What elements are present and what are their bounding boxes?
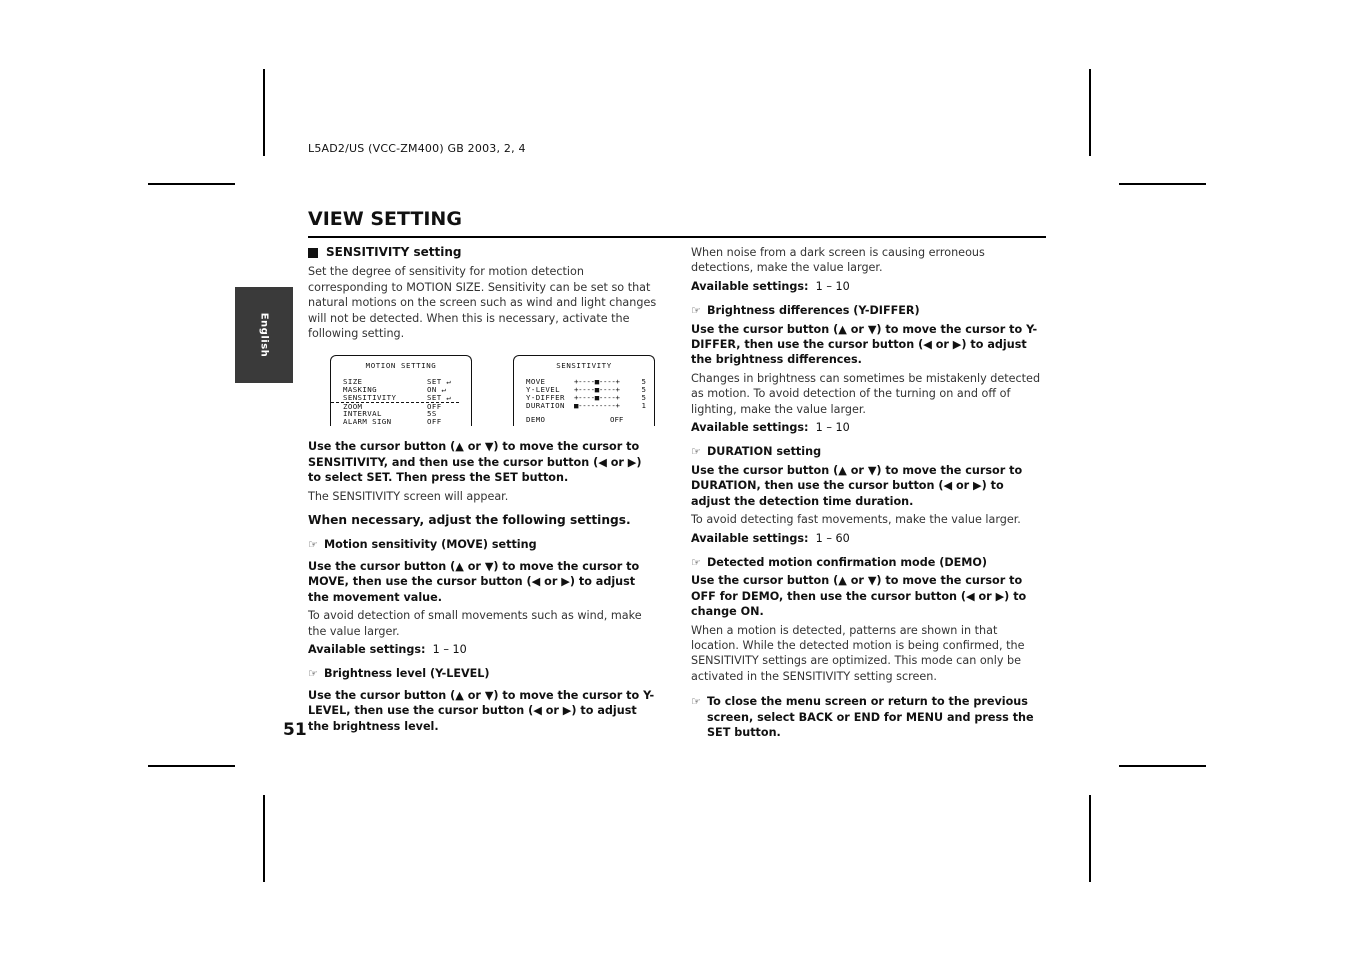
osd-title: SENSITIVITY bbox=[556, 361, 612, 371]
osd-row: INTERVAL 5S bbox=[343, 409, 437, 419]
motion-setting-screen bbox=[330, 355, 472, 426]
page-title: VIEW SETTING bbox=[308, 208, 462, 230]
duration-note: To avoid detecting fast movements, make the value larger. bbox=[691, 513, 1021, 527]
crop-mark bbox=[1119, 765, 1206, 767]
osd-screens bbox=[308, 355, 658, 439]
move-instruction: Use the cursor button (▲ or ▼) to move the cursor to MOVE, then use the cursor button (◀ or ▶) to adjust the movement value. bbox=[308, 559, 640, 604]
demo-note: When a motion is detected, patterns are shown in that location. While the detected motion is being confirmed, the SENSITIVITY settings are optimized. This mode can only be activated in the SENSITIVITY setting screen. bbox=[691, 623, 1025, 683]
right-column bbox=[691, 245, 1041, 740]
osd-row: MOVE +----■----+ 5 bbox=[526, 377, 646, 387]
crop-mark bbox=[263, 795, 265, 882]
section-heading: SENSITIVITY setting bbox=[308, 245, 658, 260]
step-note: The SENSITIVITY screen will appear. bbox=[308, 489, 509, 503]
document-code: L5AD2/US (VCC-ZM400) GB 2003, 2, 4 bbox=[308, 142, 526, 155]
osd-row-selected: SENSITIVITY SET ↵ bbox=[331, 394, 459, 403]
language-tab bbox=[235, 287, 293, 383]
osd-row: ALARM SIGN OFF bbox=[343, 417, 442, 427]
level-bar: +----■----+ bbox=[574, 392, 620, 402]
osd-row: DURATION ■---------+ 1 bbox=[526, 400, 646, 410]
ydiffer-heading: ☞ Brightness differences (Y-DIFFER) bbox=[691, 304, 920, 318]
level-bar: +----■----+ bbox=[574, 385, 620, 395]
osd-row: Y-DIFFER +----■----+ 5 bbox=[526, 392, 646, 402]
language-label: English bbox=[258, 312, 270, 358]
page-number: 51 bbox=[283, 720, 307, 740]
level-bar: ■---------+ bbox=[574, 400, 620, 410]
demo-heading: ☞ Detected motion confirmation mode (DEMO) bbox=[691, 555, 988, 569]
osd-row: DEMO OFF bbox=[526, 415, 624, 425]
move-heading: ☞ Motion sensitivity (MOVE) setting bbox=[308, 538, 537, 552]
ylevel-note: When noise from a dark screen is causing erroneous detections, make the value larger. bbox=[691, 246, 985, 275]
square-bullet-icon bbox=[308, 248, 318, 258]
ylevel-instruction: Use the cursor button (▲ or ▼) to move the cursor to Y-LEVEL, then use the cursor button (◀ or ▶) to adjust the brightness level. bbox=[308, 688, 655, 733]
ydiffer-available-settings: Available settings: 1 – 10 bbox=[691, 421, 850, 435]
pointing-hand-icon: ☞ bbox=[308, 667, 318, 681]
ylevel-heading: ☞ Brightness level (Y-LEVEL) bbox=[308, 667, 490, 681]
adjust-heading: When necessary, adjust the following settings. bbox=[308, 513, 631, 528]
step-instruction: Use the cursor button (▲ or ▼) to move the cursor to SENSITIVITY, and then use the cursor button (◀ or ▶) to select SET. Then press the SET button. bbox=[308, 440, 642, 485]
osd-row: MASKING ON ↵ bbox=[343, 385, 447, 395]
title-rule bbox=[308, 236, 1046, 238]
move-available-settings: Available settings: 1 – 10 bbox=[308, 642, 467, 656]
close-instruction: ☞ To close the menu screen or return to the previous screen, select BACK or END for MENU and press the SET button. bbox=[691, 695, 1034, 739]
level-bar: +----■----+ bbox=[574, 377, 620, 387]
ydiffer-note: Changes in brightness can sometimes be mistakenly detected as motion. To avoid detection of the turning on and off of lighting, make the value larger. bbox=[691, 371, 1041, 416]
move-note: To avoid detection of small movements such as wind, make the value larger. bbox=[308, 609, 642, 638]
osd-row: ZOOM OFF bbox=[343, 401, 442, 411]
pointing-hand-icon: ☞ bbox=[308, 538, 318, 552]
sensitivity-screen bbox=[513, 355, 655, 426]
left-column bbox=[308, 245, 658, 734]
pointing-hand-icon: ☞ bbox=[691, 304, 701, 318]
osd-title: MOTION SETTING bbox=[365, 361, 437, 371]
crop-mark bbox=[148, 765, 235, 767]
ylevel-available-settings: Available settings: 1 – 10 bbox=[691, 279, 850, 293]
demo-instruction: Use the cursor button (▲ or ▼) to move the cursor to OFF for DEMO, then use the cursor button (◀ or ▶) to change ON. bbox=[691, 574, 1027, 619]
crop-mark bbox=[1089, 69, 1091, 156]
duration-heading: ☞ DURATION setting bbox=[691, 445, 822, 459]
crop-mark bbox=[1089, 795, 1091, 882]
osd-row: SIZE SET ↵ bbox=[343, 377, 452, 387]
crop-mark bbox=[1119, 183, 1206, 185]
pointing-hand-icon: ☞ bbox=[691, 695, 701, 709]
intro-text: Set the degree of sensitivity for motion detection corresponding to MOTION SIZE. Sensitivity can be set so that natural motions on the screen such as wind and light changes will not be detected. When this is necessary, activate the following setting. bbox=[308, 265, 657, 341]
crop-mark bbox=[148, 183, 235, 185]
ydiffer-instruction: Use the cursor button (▲ or ▼) to move the cursor to Y-DIFFER, then use the cursor button (◀ or ▶) to adjust the brightness differences. bbox=[691, 322, 1038, 367]
osd-row: Y-LEVEL +----■----+ 5 bbox=[526, 385, 646, 395]
pointing-hand-icon: ☞ bbox=[691, 445, 701, 459]
pointing-hand-icon: ☞ bbox=[691, 555, 701, 569]
duration-available-settings: Available settings: 1 – 60 bbox=[691, 531, 850, 545]
crop-mark bbox=[263, 69, 265, 156]
duration-instruction: Use the cursor button (▲ or ▼) to move the cursor to DURATION, then use the cursor button (◀ or ▶) to adjust the detection time duration. bbox=[691, 463, 1023, 508]
